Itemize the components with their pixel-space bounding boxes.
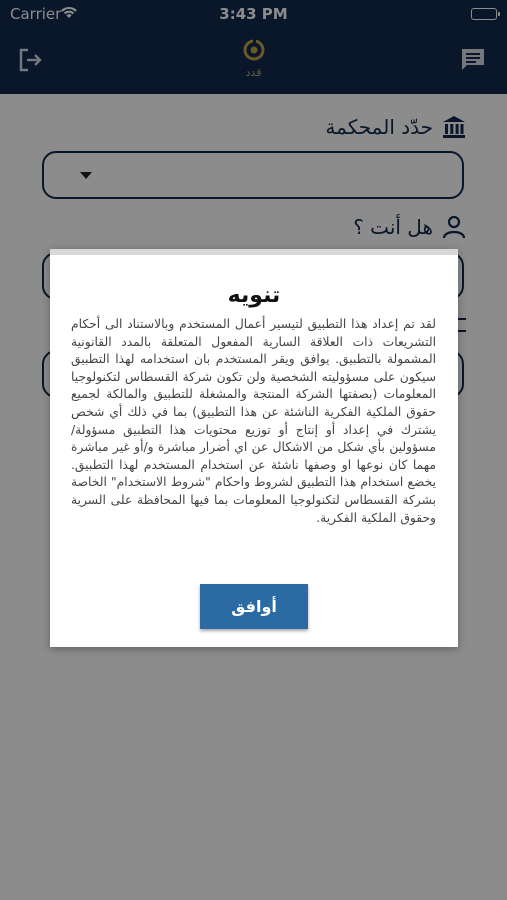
disclaimer-dialog [50, 249, 458, 647]
dialog-body-text: لقد تم إعداد هذا التطبيق لتيسير أعمال المستخدم وبالاستناد الى أحكام التشريعات ذات العلاقة السارية المفعول المتعلقة بالمدد القانونية المشمولة بالتطبيق. يوافق ويقر المستخدم بان استخدامه لهذا التطبيق سيكون على مسؤوليته الشخصية ولن تكون شركة القسطاس لتكنولوجيا المعلومات (بصفتها الشركة المنتجة والمشغلة للتطبيق والمالكة لجميع حقوق الملكية الفكرية الناشئة عن هذا التطبيق) بما في ذلك أي شخص يشترك في إعداد أو إنتاج أو توزيع محتويات هذا التطبيق مسؤولة/ مسؤولين بأي شكل من الاشكال عن اي أضرار مباشرة و/أو غير مباشرة مهما كان نوعها او وصفها ناشئة عن استخدام المستخدم لهذا التطبيق. يخضع استخدام هذا التطبيق لشروط واحكام "شروط الاستخدام" الخاصة بشركة القسطاس لتكنولوجيا المعلومات بما فيها المحافظة على السرية وحقوق الملكية الفكرية. [71, 317, 436, 525]
court-label: حدّد المحكمة [325, 115, 433, 139]
clock: 3:43 PM [219, 5, 288, 23]
agree-button[interactable]: أوافق [200, 584, 308, 629]
who-label: هل أنت ؟ [353, 215, 433, 239]
dialog-title: تنويه [227, 283, 281, 308]
carrier-label: Carrier [10, 5, 62, 23]
logo-text: قدد [245, 66, 262, 79]
dialog-top-border [50, 249, 458, 255]
